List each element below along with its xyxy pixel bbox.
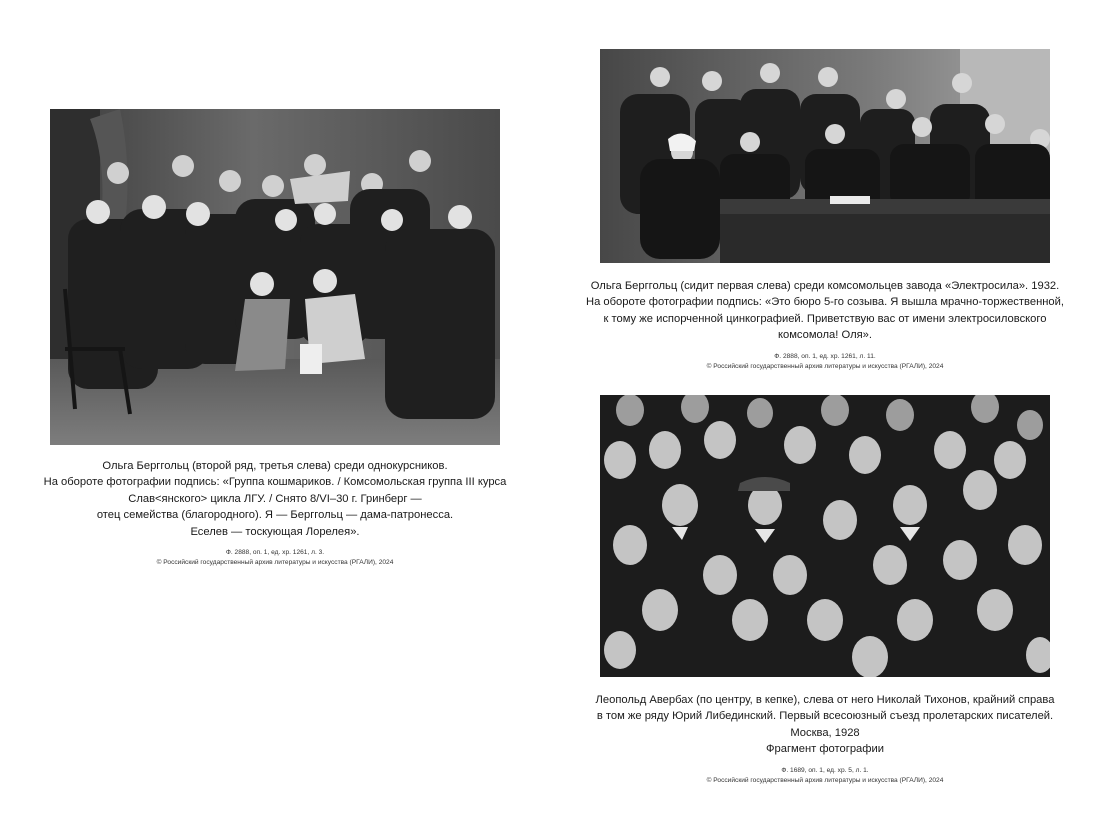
archive-reference: Ф. 2888, оп. 1, ед. хр. 1261, л. 11. — [774, 352, 876, 360]
photo-komsomol-bureau — [600, 49, 1050, 263]
copyright-notice: © Российский государственный архив литературы и искусства (РГАЛИ), 2024 — [706, 776, 944, 784]
caption-line: Слав<янского> цикла ЛГУ. / Снято 8/VI–30 г. Гринберг — — [128, 492, 422, 505]
caption-writers-congress — [575, 692, 1075, 786]
photo-writers-congress — [600, 395, 1050, 677]
caption-line: Леопольд Авербах (по центру, в кепке), слева от него Николай Тихонов, крайний справа — [595, 694, 1055, 706]
caption-line: Москва, 1928 — [790, 726, 860, 739]
caption-line: Ольга Берггольц (сидит первая слева) среди комсомольцев завода «Электросила». 1932. — [590, 280, 1060, 292]
archive-reference: Ф. 2888, оп. 1, ед. хр. 1261, л. 3. — [225, 549, 325, 557]
group-photo-icon — [600, 49, 1050, 263]
copyright-notice: © Российский государственный архив литературы и искусства (РГАЛИ), 2024 — [156, 559, 394, 567]
caption-line: Ольга Берггольц (второй ряд, третья слева) среди однокурсников. — [102, 460, 448, 472]
caption-line: На обороте фотографии подпись: «Это бюро 5-го созыва. Я вышла мрачно-торжественной, — [585, 296, 1065, 309]
caption-line: комсомола! Оля». — [777, 329, 872, 342]
photo-students-group — [50, 109, 500, 445]
archive-reference: Ф. 1689, оп. 1, ед. хр. 5, л. 1. — [781, 766, 869, 774]
group-photo-icon — [50, 109, 500, 445]
caption-line: Еселев — тоскующая Лорелея». — [190, 525, 360, 538]
caption-line: к тому же испорченной цинкографией. Приветствую вас от имени электросиловского — [603, 312, 1047, 325]
caption-line: На обороте фотографии подпись: «Группа кошмариков. / Комсомольская группа III курса — [43, 476, 507, 489]
caption-students-group — [30, 458, 520, 568]
caption-line: в том же ряду Юрий Либединский. Первый всесоюзный съезд пролетарских писателей. — [596, 710, 1054, 723]
copyright-notice: © Российский государственный архив литературы и искусства (РГАЛИ), 2024 — [706, 362, 944, 370]
caption-line: отец семейства (благородного). Я — Берггольц — дама-патронесса. — [96, 509, 454, 522]
caption-komsomol-bureau — [575, 278, 1075, 372]
crowd-photo-icon — [600, 395, 1050, 677]
caption-line: Фрагмент фотографии — [766, 743, 884, 756]
